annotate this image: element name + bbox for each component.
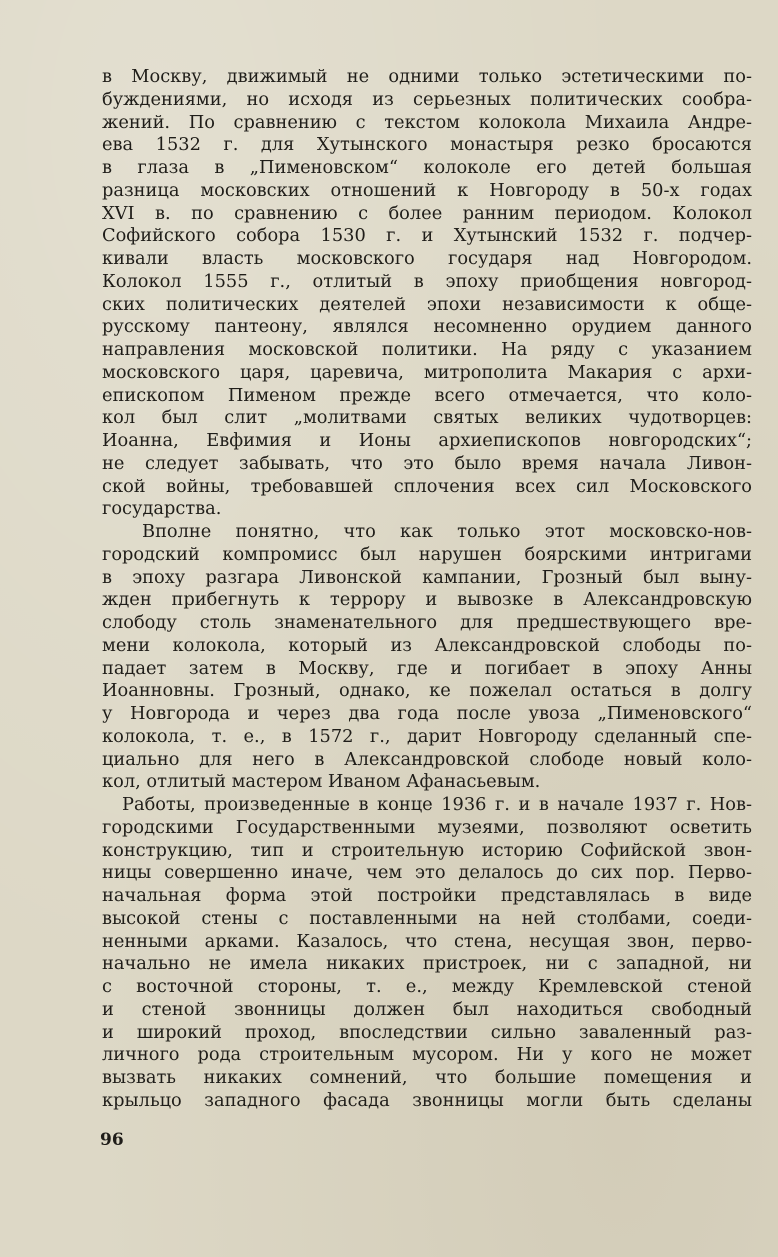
text-line: мени колокола, который из Александровской слободы по-: [102, 634, 752, 656]
text-line: направления московской политики. На ряду с указанием: [102, 339, 752, 360]
text-line: в Москву, движимый не одними только эстетическими по-: [102, 66, 752, 87]
text-line: ева 1532 г. для Хутынского монастыря резко бросаются: [102, 134, 752, 156]
text-line: и стеной звонницы должен был находиться свободный: [102, 998, 752, 1020]
text-line: циально для него в Александровской слободе новый коло-: [102, 748, 752, 770]
text-line: и широкий проход, впоследствии сильно заваленный раз-: [102, 1021, 752, 1043]
text-line: Колокол 1555 г., отлитый в эпоху приобщения новгород-: [102, 270, 752, 292]
text-line: кивали власть московского государя над Новгородом.: [102, 248, 752, 269]
text-line: начально не имела никаких пристроек, ни с западной, ни: [102, 953, 752, 975]
text-line: кол, отлитый мастером Иваном Афанасьевым.: [102, 771, 541, 793]
text-line-paragraph-start: Работы, произведенные в конце 1936 г. и в начале 1937 г. Нов-: [122, 794, 752, 815]
text-line: личного рода строительным мусором. Ни у кого не может: [102, 1044, 752, 1066]
text-line-paragraph-start: Вполне понятно, что как только этот московско-нов-: [142, 521, 752, 542]
text-line: не следует забывать, что это было время начала Ливон-: [102, 452, 752, 474]
text-line: жений. По сравнению с текстом колокола Михаила Андре-: [102, 111, 752, 133]
body-text: [102, 66, 752, 1113]
text-line: ских политических деятелей эпохи независимости к обще-: [102, 293, 752, 315]
text-line: кол был слит „молитвами святых великих чудотворцев:: [102, 407, 752, 429]
text-line: жден прибегнуть к террору и вывозке в Александровскую: [102, 589, 752, 611]
text-line: Иоанна, Евфимия и Ионы архиепископов новгородских“;: [102, 430, 752, 451]
text-line: разница московских отношений к Новгороду в 50-х годах: [102, 179, 752, 201]
text-line: в эпоху разгара Ливонской кампании, Грозный был выну-: [102, 566, 752, 588]
text-line: государства.: [102, 498, 222, 520]
text-line: ницы совершенно иначе, чем это делалось до сих пор. Перво-: [102, 862, 752, 884]
text-line: в глаза в „Пименовском“ колоколе его детей большая: [102, 157, 752, 178]
text-line: городский компромисс был нарушен боярскими интригами: [102, 543, 752, 565]
page-number: 96: [100, 1130, 124, 1150]
text-line: крыльцо западного фасада звонницы могли быть сделаны: [102, 1089, 752, 1111]
text-line: русскому пантеону, являлся несомненно орудием данного: [102, 316, 752, 338]
text-line: ской войны, требовавшей сплочения всех сил Московского: [102, 475, 752, 497]
text-line: высокой стены с поставленными на ней столбами, соеди-: [102, 907, 752, 929]
text-line: начальная форма этой постройки представлялась в виде: [102, 885, 752, 906]
text-line: вызвать никаких сомнений, что большие помещения и: [102, 1067, 752, 1088]
text-line: Иоанновны. Грозный, однако, ке пожелал остаться в долгу: [102, 680, 752, 702]
text-line: городскими Государственными музеями, позволяют осветить: [102, 816, 752, 838]
text-line: Софийского собора 1530 г. и Хутынский 1532 г. подчер-: [102, 225, 752, 247]
text-line: XVI в. по сравнению с более ранним периодом. Колокол: [102, 202, 752, 224]
text-line: с восточной стороны, т. е., между Кремлевской стеной: [102, 976, 752, 997]
text-line: колокола, т. е., в 1572 г., дарит Новгороду сделанный спе-: [102, 725, 752, 747]
text-line: епископом Пименом прежде всего отмечается, что коло-: [102, 384, 752, 406]
text-line: падает затем в Москву, где и погибает в эпоху Анны: [102, 657, 752, 679]
text-line: слободу столь знаменательного для предшествующего вре-: [102, 612, 752, 633]
text-line: у Новгорода и через два года после увоза „Пименовского“: [102, 703, 752, 724]
text-line: московского царя, царевича, митрополита Макария с архи-: [102, 361, 752, 383]
text-line: конструкцию, тип и строительную историю Софийской звон-: [102, 839, 752, 861]
text-line: буждениями, но исходя из серьезных политических сообра-: [102, 88, 752, 110]
text-line: ненными арками. Казалось, что стена, несущая звон, перво-: [102, 930, 752, 952]
